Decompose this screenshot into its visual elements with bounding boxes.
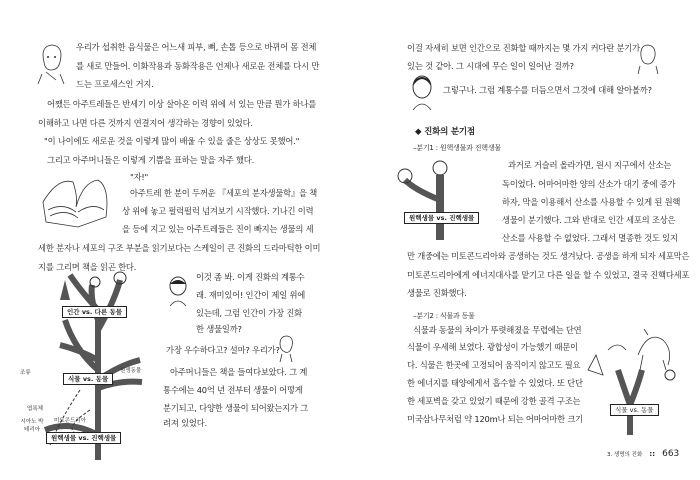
girl-character-icon bbox=[636, 42, 660, 74]
branch1-title: –분기1 : 원핵생물과 진핵생물 bbox=[413, 144, 501, 152]
page-footer bbox=[607, 441, 679, 460]
paragraph-line: 과거로 거슬러 올라가면, 원시 지구에서 산소는 bbox=[508, 160, 672, 170]
paragraph-line: 아주머니들은 책을 들여다보았다. 그 계 bbox=[170, 367, 308, 377]
section-title: ◆ 진화의 분기점 bbox=[415, 127, 475, 137]
dialog-line: 가장 우수하다고? 설마? 우리가? bbox=[166, 345, 280, 355]
paragraph-line: 그리고 아주머니들은 이렇게 기쁨을 표하는 말을 자주 했다. bbox=[47, 155, 255, 165]
tree-label-chloroplast: 엽록체 bbox=[27, 406, 43, 412]
branch-tree-illustration bbox=[385, 160, 485, 240]
paragraph-line: 한 에너지를 태양에게서 흡수할 수 있었다. 또 단단 bbox=[407, 378, 583, 388]
dialog-line: 한 생물일까? bbox=[196, 324, 242, 334]
page-number: 663 bbox=[662, 449, 680, 459]
branch2-label: 식물 vs. 동물 bbox=[610, 404, 659, 416]
footer-separator: :: bbox=[649, 450, 656, 458]
girl-character-icon bbox=[36, 42, 66, 84]
paragraph-line: 미토콘드리아에게 에너지대사를 맡기고 다른 일을 할 수 있었고, 결국 진핵다세포 bbox=[407, 270, 690, 280]
tree-label-birds: 조류 bbox=[20, 370, 31, 376]
dialog-line: 이것 좀 봐. 이게 진화의 계통수 bbox=[196, 272, 305, 282]
paragraph-line: 식물과 동물의 차이가 뚜렷해졌을 무렵에는 단연 bbox=[413, 325, 582, 335]
paragraph-line: 독이었다. 어마어마한 양의 산소가 대기 중에 증가 bbox=[502, 179, 676, 189]
tree-label-bottom: 원핵생물 vs. 진핵생물 bbox=[46, 432, 121, 444]
dialog-line: 래. 재미있어! 인간이 제일 위에 bbox=[196, 290, 306, 300]
dialog-line: 그렇구나. 그럼 계통수를 더듬으면서 그것에 대해 알아볼까? bbox=[443, 85, 652, 95]
paragraph-line: 아주트레 한 분이 두꺼운 『세포의 분자생물학』을 책 bbox=[130, 188, 318, 198]
paragraph-line: 생물이 분기했다. 그와 반대로 인간 세포의 조상은 bbox=[502, 215, 676, 225]
paragraph-line: 을 등에 지고 있는 아주트레들은 진이 빠지는 생물의 세 bbox=[122, 224, 314, 234]
tree-label-top: 인간 vs. 다른 동물 bbox=[62, 306, 127, 318]
paragraph-line: 만 개중에는 미토콘드리아와 공생하는 것도 생겨났다. 공생을 하게 되자 세포막은 bbox=[407, 251, 690, 261]
paragraph-line: 지를 그리며 책을 읽곤 한다. bbox=[38, 262, 137, 272]
man-character-icon bbox=[408, 74, 436, 110]
paragraph-line: 어쨌든 아주트레들은 반세기 이상 살아온 이력 위에 서 있는 만큼 뭔가 하나를 bbox=[47, 99, 317, 109]
paragraph-line: 분기되고, 다양한 생물이 되어왔는지가 그 bbox=[163, 403, 309, 413]
tree-label-mitochondria: 미토콘드리아 bbox=[54, 418, 86, 424]
intro-dialog-line: 우리가 섭취한 음식물은 어느새 피부, 뼈, 손톱 등으로 바뀌어 몸 전체 bbox=[76, 42, 317, 52]
exclaim-text: "자!" bbox=[130, 172, 149, 182]
footer-chapter: 3. 생명의 진화 bbox=[607, 452, 643, 458]
intro-dialog-line: 드는 프로세스인 거지. bbox=[76, 79, 154, 89]
paragraph-line: 다. 식물은 한곳에 고정되어 움직이지 않고도 필요 bbox=[407, 360, 581, 370]
paragraph-line: 세한 분자나 세포의 구조 부분을 읽기보다는 스케일이 큰 진화의 드라마틱한 이미 bbox=[38, 243, 321, 253]
tree-label-middle: 식물 vs. 동물 bbox=[63, 373, 113, 385]
paragraph-line: 산소를 사용할 수 없었다. 그래서 멸종한 것도 있지 bbox=[502, 233, 678, 243]
paragraph-line: 상 위에 놓고 펄럭펄럭 넘겨보기 시작했다. 기나긴 이력 bbox=[122, 206, 314, 216]
paragraph-line: "이 나이에도 새로운 것을 이렇게 많이 배울 수 있을 줄은 상상도 못했어." bbox=[44, 136, 300, 146]
woman-character-icon bbox=[276, 334, 296, 362]
open-book-illustration bbox=[38, 172, 113, 230]
dialog-line: 있는데, 그럼 인간이 가장 진화 bbox=[196, 308, 302, 318]
intro-dialog-line: 를 새로 만들어. 이화작용과 동화작용은 언제나 새로운 전체를 다시 만 bbox=[76, 61, 320, 71]
paragraph-line: 통수에는 40억 년 전부터 생물이 어떻게 bbox=[163, 385, 303, 395]
paragraph-line: 한 세포벽을 갖고 있었기 때문에 강한 골격 구조는 bbox=[407, 396, 581, 406]
plant-animal-tree-illustration bbox=[578, 325, 678, 435]
paragraph-line: 생물로 진화했다. bbox=[407, 288, 467, 298]
branch2-title: –분기2 : 식물과 동물 bbox=[413, 312, 475, 320]
paragraph-line: 미국삼나무처럼 약 120m나 되는 어마어마한 크기 bbox=[407, 414, 583, 424]
dialog-line: 있는 것 같아. 그 시대에 무슨 일이 일어난 걸까? bbox=[407, 61, 574, 71]
paragraph-line: 식물이 우세해 보였다. 광합성이 가능했기 때문이 bbox=[407, 342, 578, 352]
paragraph-line: 려져 있었다. bbox=[163, 418, 207, 428]
branch1-label: 원핵생물 vs. 진핵생물 bbox=[404, 212, 479, 224]
tree-label-cyanobacteria: 시아노 박테리아 bbox=[20, 419, 44, 433]
paragraph-line: 이해하고 나면 다른 것까지 연결지어 생각하는 경향이 있었다. bbox=[38, 118, 253, 128]
tree-label-protozoa: 원생동물 bbox=[120, 368, 142, 374]
paragraph-line: 하자, 막을 이용해서 산소를 사용할 수 있게 된 원핵 bbox=[502, 197, 681, 207]
man-character-icon bbox=[166, 276, 190, 308]
dialog-line: 이걸 자세히 보면 인간으로 진화할 때까지는 몇 가지 커다란 분기가 bbox=[407, 43, 640, 53]
